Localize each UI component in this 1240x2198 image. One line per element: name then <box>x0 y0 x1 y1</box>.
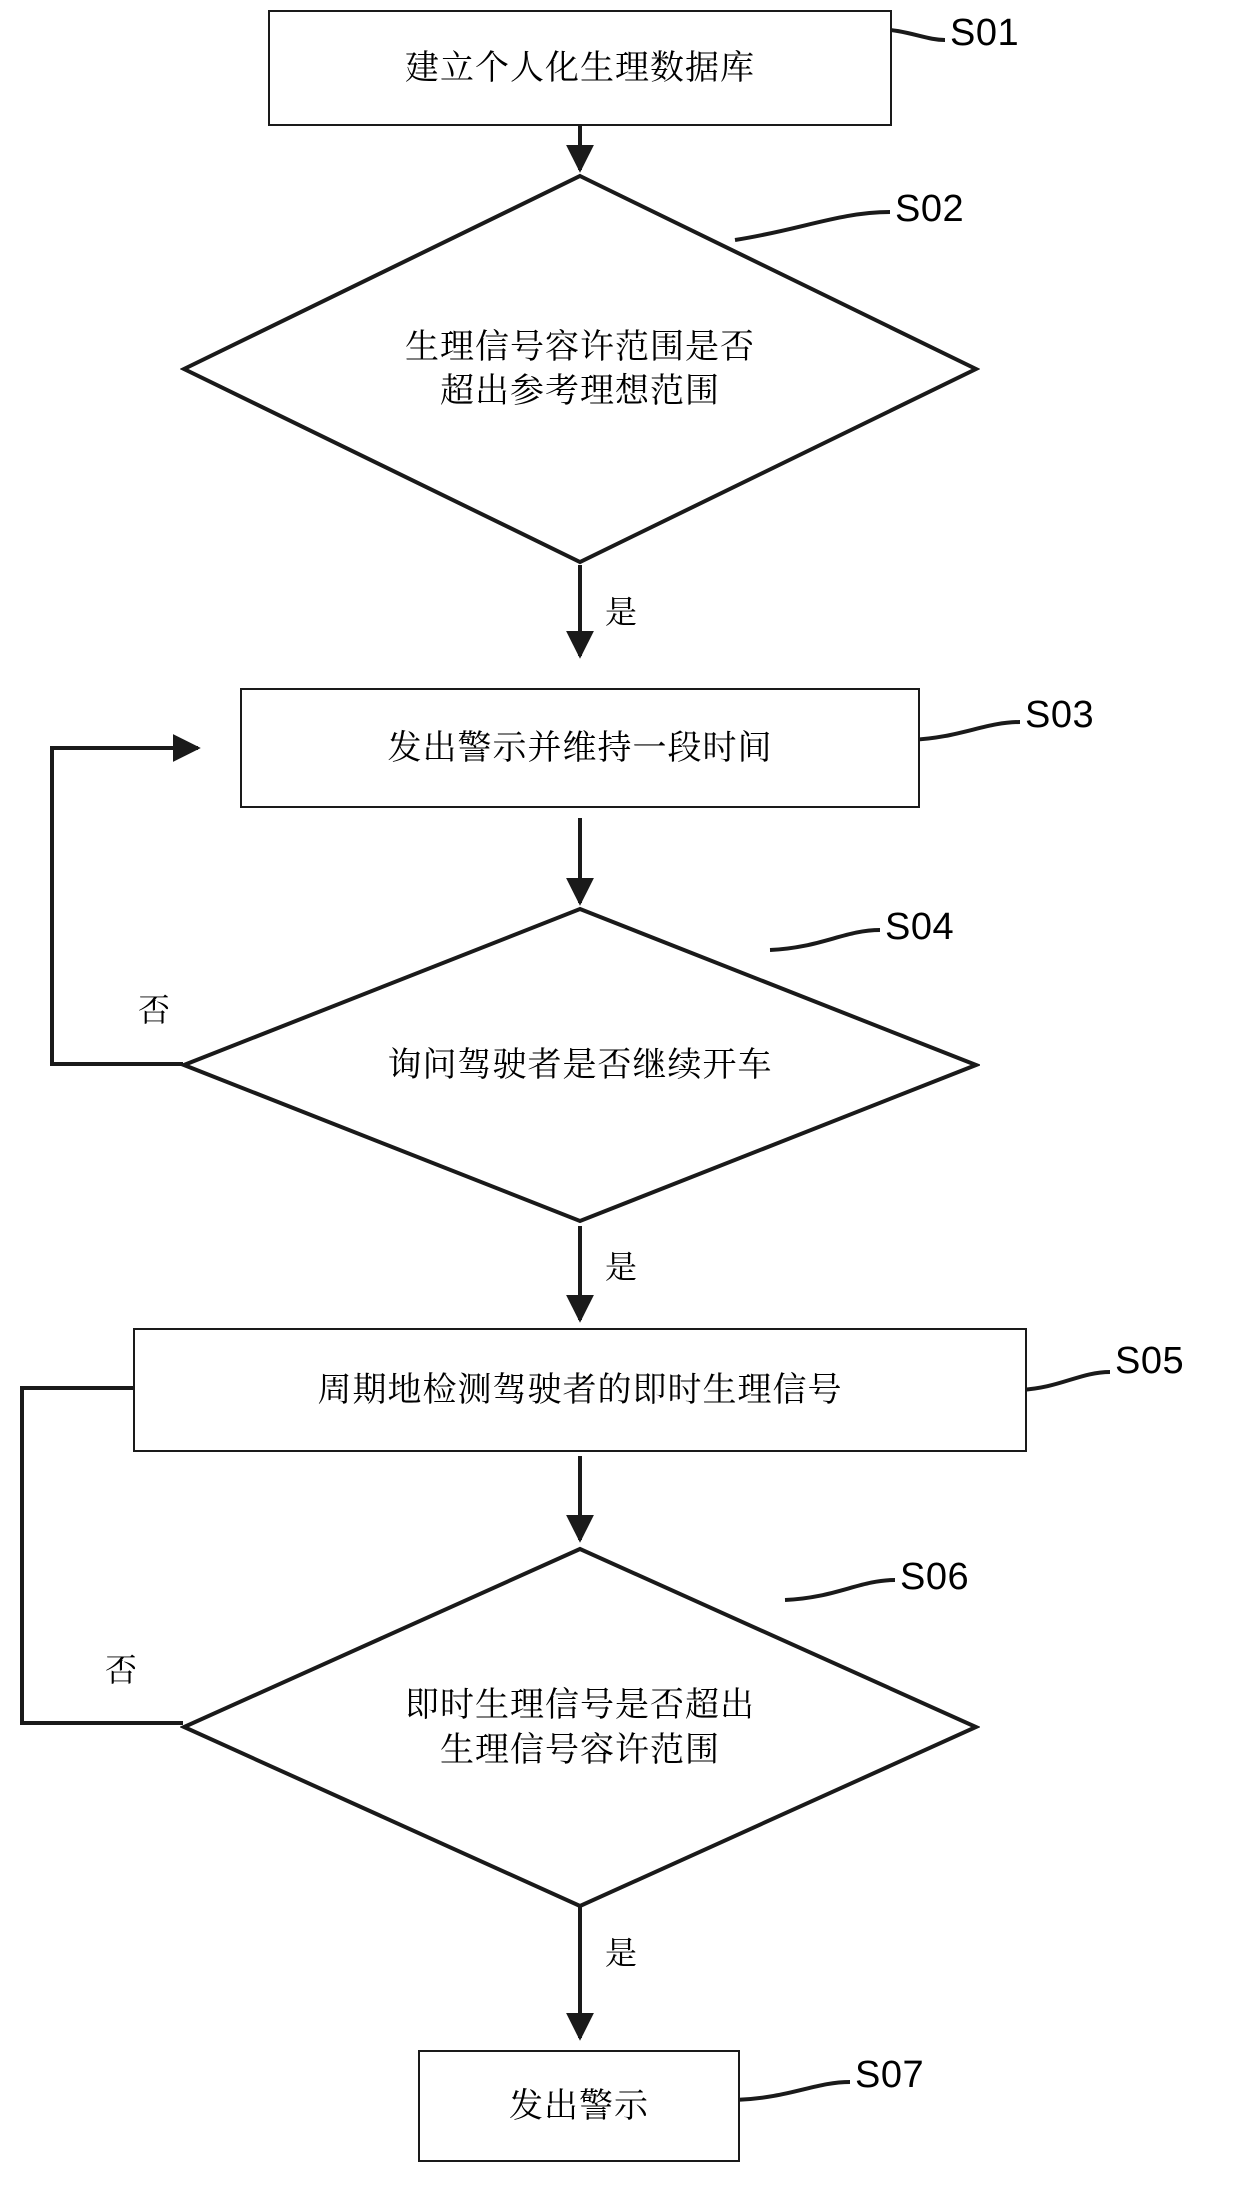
node-s06-label: 即时生理信号是否超出 生理信号容许范围 <box>405 1686 755 1769</box>
node-s05 <box>133 1328 1027 1452</box>
node-s04 <box>180 905 980 1225</box>
node-s04-label: 询问驾驶者是否继续开车 <box>387 1045 773 1084</box>
step-label-s06: S06 <box>900 1556 970 1598</box>
node-s02 <box>180 172 980 566</box>
edge-label-s04-yes: 是 <box>605 1249 638 1285</box>
edge-label-s06-yes: 是 <box>605 1935 638 1971</box>
node-s01 <box>268 10 892 126</box>
step-label-s01: S01 <box>950 12 1020 54</box>
node-s01-label: 建立个人化生理数据库 <box>405 48 755 87</box>
step-label-s07: S07 <box>855 2054 925 2096</box>
step-label-s05: S05 <box>1115 1340 1185 1382</box>
edge-label-s06-no: 否 <box>105 1652 138 1688</box>
node-s03 <box>240 688 920 808</box>
node-s07-label: 发出警示 <box>509 2086 649 2125</box>
step-label-s04: S04 <box>885 906 955 948</box>
node-s02-label: 生理信号容许范围是否 超出参考理想范围 <box>405 327 755 410</box>
edge-label-s02-yes: 是 <box>605 594 638 630</box>
step-label-s03: S03 <box>1025 694 1095 736</box>
node-s05-label: 周期地检测驾驶者的即时生理信号 <box>317 1370 843 1409</box>
node-s03-label: 发出警示并维持一段时间 <box>387 728 773 767</box>
edge-label-s04-no: 否 <box>138 992 171 1028</box>
step-label-s02: S02 <box>895 188 965 230</box>
node-s07 <box>418 2050 740 2162</box>
node-s06 <box>180 1545 980 1910</box>
